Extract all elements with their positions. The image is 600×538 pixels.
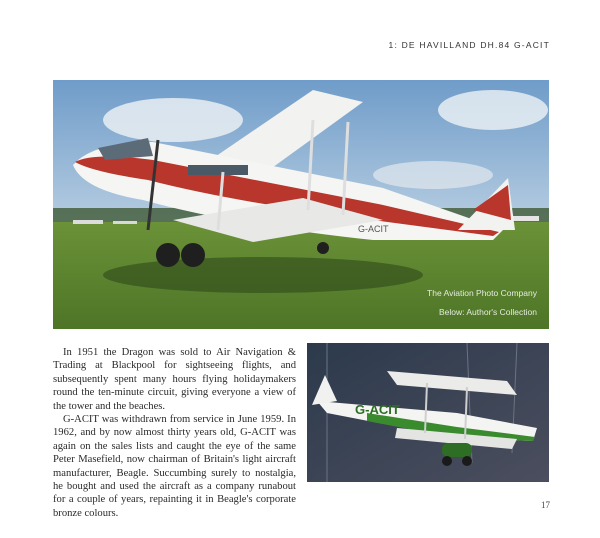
photo-credit-below: Below: Author's Collection xyxy=(438,307,537,317)
page-number: 17 xyxy=(541,500,550,510)
body-text xyxy=(53,346,296,520)
fuselage-registration: G-ACIT xyxy=(358,224,389,234)
museum-photo xyxy=(307,343,549,482)
paragraph-2: G-ACIT was withdrawn from service in June 1959. In 1962, and by now almost thirty years old, G-ACIT was again on the sales lists and caught the eye of the same Peter Masefield, now chairman of Britain's light aircraft manufacturer, Beagle. Succumbing surely to nostalgia, he bought and used the aircraft as a company runabout for a couple of years, repainting it in Beagle's corporate bronze colours. xyxy=(53,414,296,519)
paragraph-1: In 1951 the Dragon was sold to Air Navigation & Trading at Blackpool for sightseeing flights, and subsequently spent many hours flying holidaymakers round the ten-minute circuit, giving everyone a view of the tower and the beaches. xyxy=(53,347,296,412)
main-photo xyxy=(53,80,549,329)
running-head: 1: DE HAVILLAND DH.84 G-ACIT xyxy=(388,40,550,50)
museum-biplane-illustration xyxy=(307,343,549,482)
small-photo-registration: G-ACIT xyxy=(355,402,400,417)
photo-credit-main: The Aviation Photo Company xyxy=(427,288,537,298)
